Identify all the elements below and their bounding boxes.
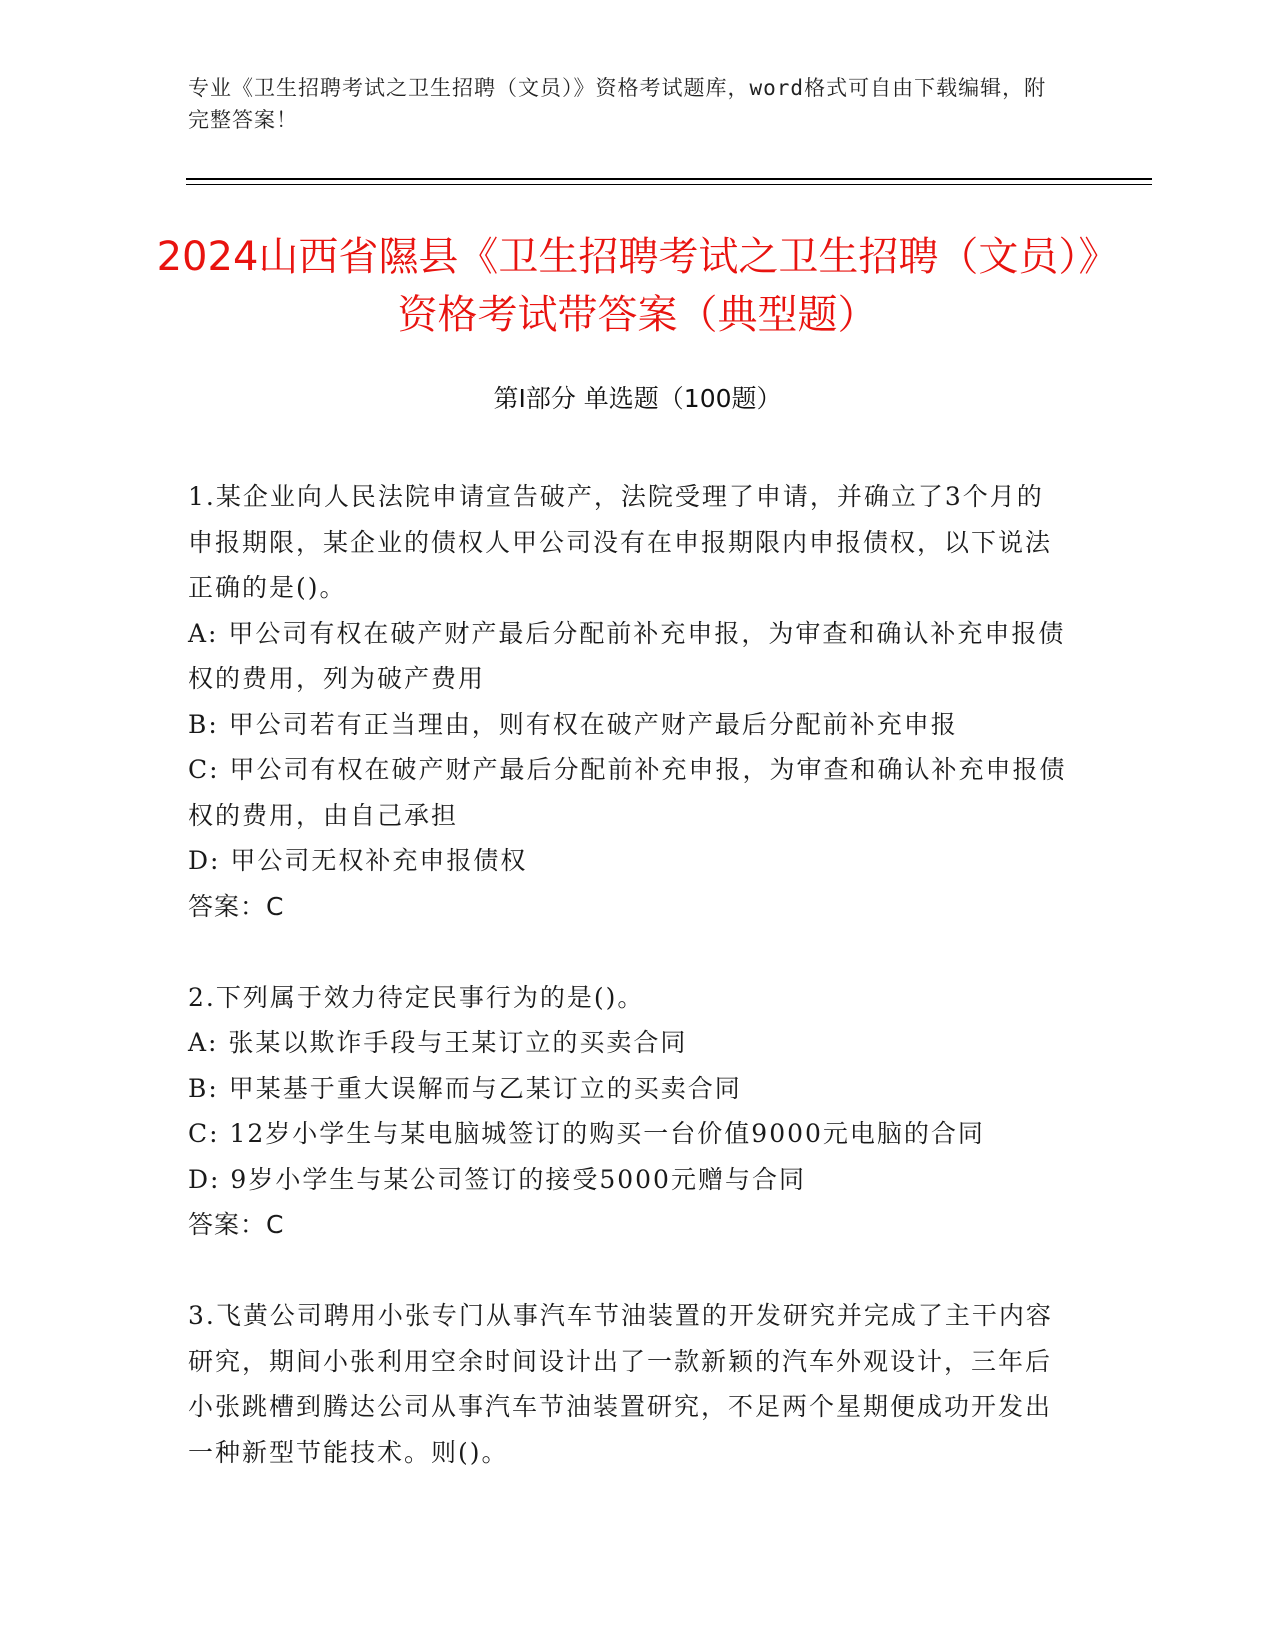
question-list	[188, 474, 1068, 1521]
question-stem: 2.下列属于效力待定民事行为的是()。	[188, 982, 645, 1012]
answer: 答案：C	[188, 1210, 285, 1239]
option-c: C: 甲公司有权在破产财产最后分配前补充申报，为审查和确认补充申报债权的费用，由自己承担	[188, 755, 1067, 830]
question-stem: 1.某企业向人民法院申请宣告破产，法院受理了申请，并确立了3个月的申报期限，某企业的债权人甲公司没有在申报期限内申报债权，以下说法正确的是()。	[188, 482, 1053, 602]
option-d: D: 9岁小学生与某公司签订的接受5000元赠与合同	[188, 1164, 806, 1194]
option-b: B: 甲公司若有正当理由，则有权在破产财产最后分配前补充申报	[188, 709, 958, 739]
header-note: 专业《卫生招聘考试之卫生招聘（文员）》资格考试题库，word格式可自由下载编辑，附完整答案！	[188, 76, 1047, 132]
answer: 答案：C	[188, 891, 285, 921]
question-1	[188, 474, 1068, 929]
question-3	[188, 1293, 1068, 1475]
option-a: A: 张某以欺诈手段与王某订立的买卖合同	[188, 1028, 688, 1057]
question-stem: 3.飞黄公司聘用小张专门从事汽车节油装置的开发研究并完成了主干内容研究，期间小张利用空余时间设计出了一款新颖的汽车外观设计，三年后小张跳槽到腾达公司从事汽车节油装置研究，不足两个星期便成功开发出一种新型节能技术。则()。	[188, 1301, 1053, 1467]
option-d: D: 甲公司无权补充申报债权	[188, 846, 528, 875]
section-title: 第Ⅰ部分 单选题（100题）	[493, 384, 782, 413]
document-title: 2024山西省隰县《卫生招聘考试之卫生招聘（文员）》资格考试带答案（典型题）	[156, 234, 1119, 338]
question-2	[188, 975, 1068, 1248]
header-rule-thick	[186, 178, 1152, 180]
option-c: C: 12岁小学生与某电脑城签订的购买一台价值9000元电脑的合同	[188, 1119, 985, 1148]
option-b: B: 甲某基于重大误解而与乙某订立的买卖合同	[188, 1073, 742, 1103]
header-rule-thin	[186, 184, 1152, 185]
option-a: A: 甲公司有权在破产财产最后分配前补充申报，为审查和确认补充申报债权的费用，列为破产费用	[188, 618, 1066, 693]
